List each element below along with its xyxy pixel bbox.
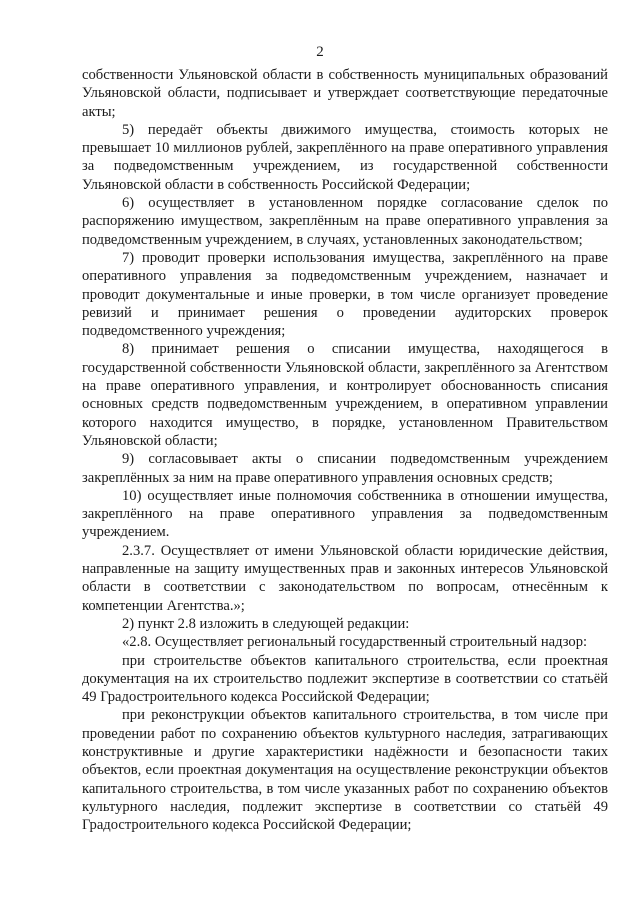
page-number: 2 bbox=[316, 44, 324, 60]
paragraph: 2.3.7. Осуществляет от имени Ульяновской области юридические действия, направленные на защиту имущественных прав и законных интересов Ульяновской области в соответствии с законодательством по вопросам, отнесённым к компетенции Агентства.»; bbox=[82, 542, 608, 614]
paragraph: 5) передаёт объекты движимого имущества, стоимость которых не превышает 10 миллионов рублей, закреплённого на праве оперативного управления за подведомственным учреждением, из государственной собственности Ульяновской области в собственность Российской Федерации; bbox=[82, 121, 608, 193]
paragraph: 7) проводит проверки использования имущества, закреплённого на праве оперативного управления за подведомственным учреждением, назначает и проводит документальные и иные проверки, в том числе организует проведение ревизий и принимает решения о проведении аудиторских проверок подведомственного учреждения; bbox=[82, 249, 608, 340]
paragraph: 6) осуществляет в установленном порядке согласование сделок по распоряжению имуществом, закреплённым на праве оперативного управления за подведомственным учреждением, в случаях, установленных законодательством; bbox=[82, 195, 608, 248]
paragraph: 2) пункт 2.8 изложить в следующей редакции: bbox=[122, 615, 410, 632]
paragraph: собственности Ульяновской области в собственность муниципальных образований Ульяновской области, подписывает и утверждает соответствующие передаточные акты; bbox=[82, 67, 608, 120]
paragraph: при реконструкции объектов капитального строительства, в том числе при проведении работ по сохранению объектов культурного наследия, затрагивающих конструктивные и другие характеристики надёжности и безопасности таких объектов, если проектная документация на осуществление реконструкции объектов капитального строительства, в том числе указанных работ по сохранению объектов культурного наследия, подлежит экспертизе в соответствии со статьёй 49 Градостроительного кодекса Российской Федерации; bbox=[82, 707, 608, 834]
document-body bbox=[82, 66, 608, 834]
paragraph: 8) принимает решения о списании имущества, находящегося в государственной собственности Ульяновской области, закреплённого за Агентством на праве оперативного управления, и контролирует обоснованность списания основных средств подведомственным учреждением, в оперативном управлении которого находится имущество, в порядке, установленном Правительством Ульяновской области; bbox=[82, 341, 608, 449]
paragraph: 10) осуществляет иные полномочия собственника в отношении имущества, закреплённого на праве оперативного управления за подведомственным учреждением. bbox=[82, 487, 608, 541]
paragraph: при строительстве объектов капитального строительства, если проектная документация на их строительство подлежит экспертизе в соответствии со статьёй 49 Градостроительного кодекса Российской Федерации; bbox=[82, 652, 608, 706]
paragraph: «2.8. Осуществляет региональный государственный строительный надзор: bbox=[122, 634, 588, 651]
paragraph: 9) согласовывает акты о списании подведомственным учреждением закреплённых за ним на праве оперативного управления основных средств; bbox=[82, 451, 608, 486]
